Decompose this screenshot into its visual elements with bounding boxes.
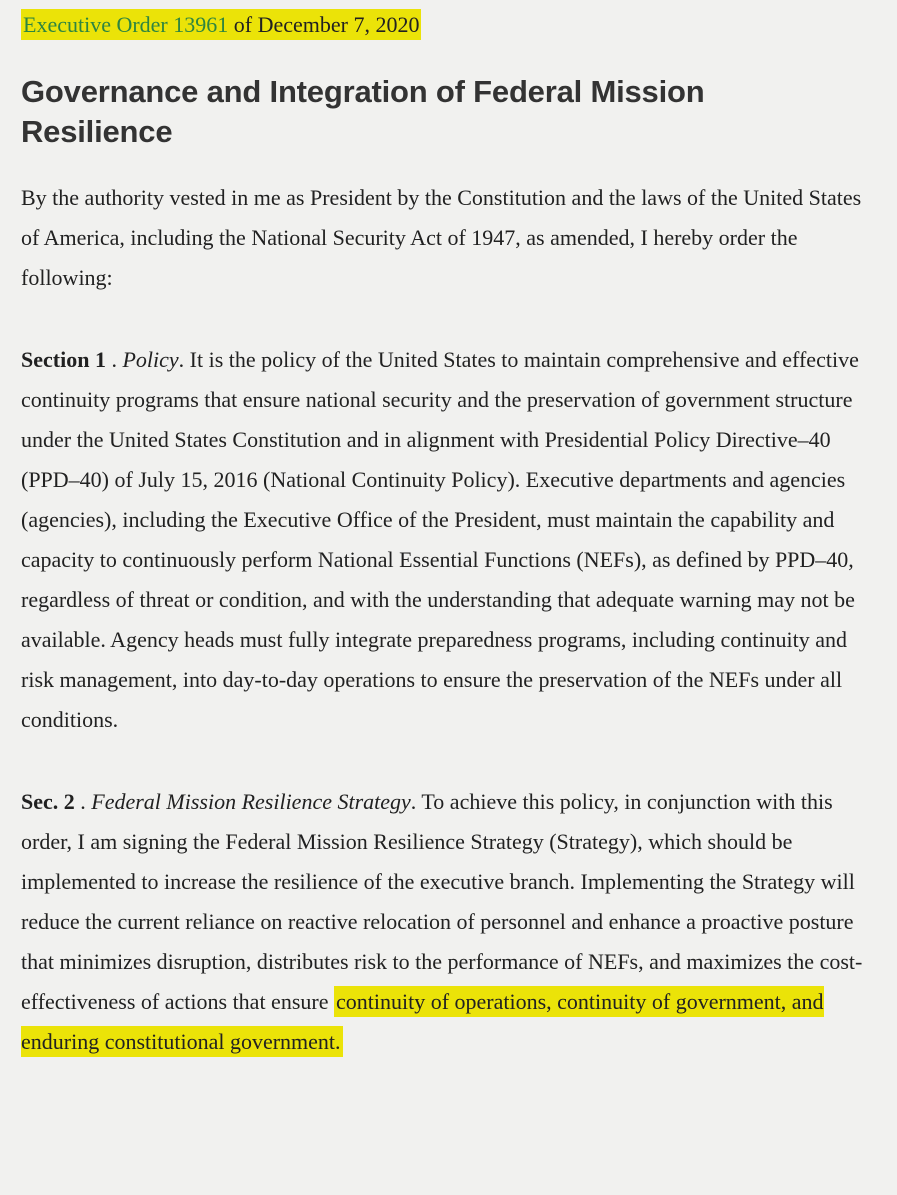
page-title: Governance and Integration of Federal Mission Resilience xyxy=(21,74,705,149)
section-2-label: Sec. 2 xyxy=(21,789,75,814)
section-1-separator: . xyxy=(105,347,123,372)
section-1-paragraph xyxy=(21,340,876,740)
section-2-paragraph xyxy=(21,782,876,1062)
intro-paragraph: By the authority vested in me as President by the Constitution and the laws of the United States of America, including the National Security Act of 1947, as amended, I hereby order the following: xyxy=(21,185,862,290)
section-1-label: Section 1 xyxy=(21,347,106,372)
eo-eyebrow-line xyxy=(21,10,876,40)
section-2-separator: . xyxy=(74,789,92,814)
section-1-title: Policy xyxy=(122,347,179,372)
section-2-title: Federal Mission Resilience Strategy xyxy=(91,789,411,814)
eyebrow-highlight xyxy=(21,9,421,40)
section-1-body: . It is the policy of the United States to maintain comprehensive and effective continuity programs that ensure national security and the preservation of government structure under the United States Constitution and in alignment with Presidential Policy Directive–40 (PPD–40) of July 15, 2016 (National Continuity Policy). Executive departments and agencies (agencies), including the Executive Office of the President, must maintain the capability and capacity to continuously perform National Essential Functions (NEFs), as defined by PPD–40, regardless of threat or condition, and with the understanding that adequate warning may not be available. Agency heads must fully integrate preparedness programs, including continuity and risk management, into day-to-day operations to ensure the preservation of the NEFs under all conditions. xyxy=(21,347,859,732)
section-2-highlighted-text: continuity of operations, continuity of government, and enduring constitutional government. xyxy=(21,986,824,1057)
eo-date-text: of December 7, 2020 xyxy=(228,12,420,37)
section-2-body: . To achieve this policy, in conjunction with this order, I am signing the Federal Mission Resilience Strategy (Strategy), which should be implemented to increase the resilience of the executive branch. Implementing the Strategy will reduce the current reliance on reactive relocation of personnel and enhance a proactive posture that minimizes disruption, distributes risk to the performance of NEFs, and maximizes the cost-effectiveness of actions that ensure xyxy=(21,789,863,1014)
eo-number-link[interactable]: Executive Order 13961 xyxy=(23,12,229,37)
